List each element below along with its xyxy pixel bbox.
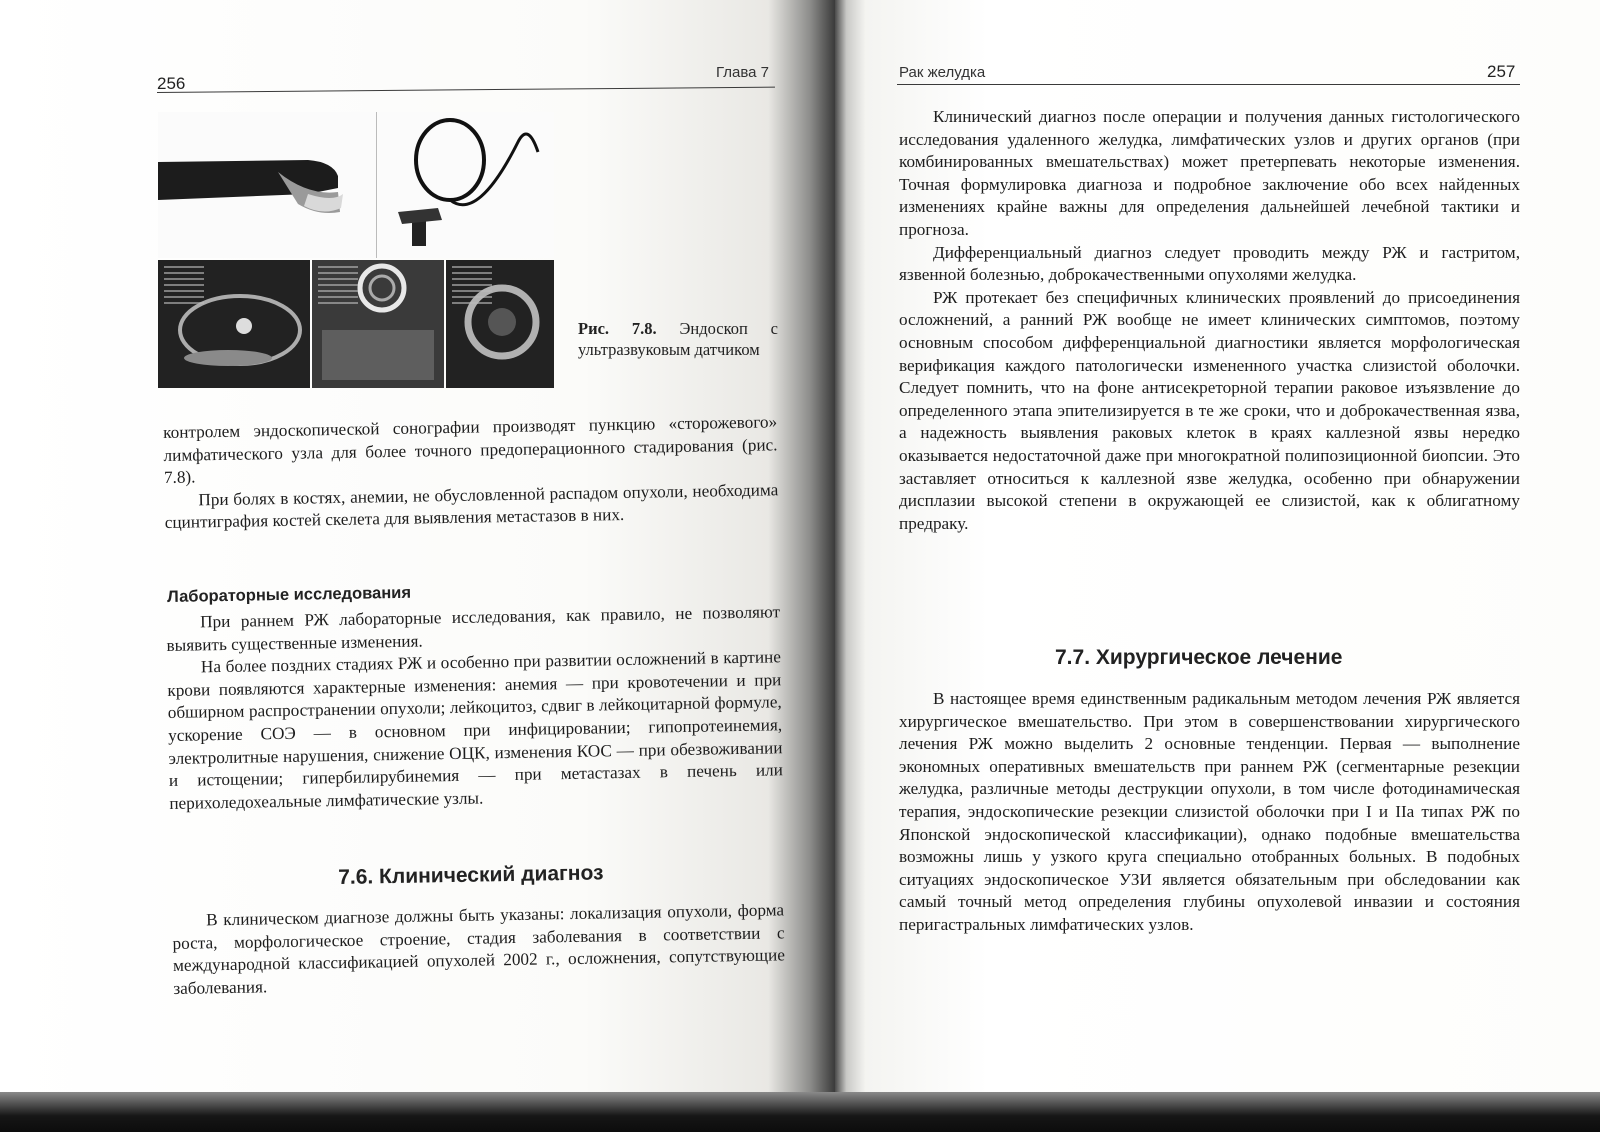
paragraph: На более поздних стадиях РЖ и особенно при развитии осложнений в картине крови появляются характерные изменения: анемия — при кровотечении и при обширном распространении опухоли; лейкоцитоз, сдвиг в лейкоцитарной формуле, ускорение СОЭ — в основном при инфицировании; гипопротеинемия, электролитные нарушения, снижение ОЦК, изменения КОС — при обезвоживании и истощении; гипербилирубинемия — при метастазах в печень или перихоледохеальные лимфатические узлы.: [167, 647, 784, 813]
paragraph: Дифференциальный диагноз следует проводить между РЖ и гастритом, язвенной болезнью, доброкачественными опухолями желудка.: [899, 242, 1520, 285]
figure-caption-text: Эндоскоп с ультразвуковым датчиком: [578, 319, 778, 359]
right-page-number: 257: [1487, 62, 1516, 81]
ultrasound-image-1: [158, 260, 310, 388]
paragraph: контролем эндоскопической сонографии производят пункцию «сторожевого» лимфатического узла для более точного предоперационного стадирования (рис. 7.8).: [163, 412, 778, 488]
left-text-section: [172, 899, 785, 1000]
figure-caption-label: Рис. 7.8.: [578, 319, 657, 338]
scan-bottom-edge: [0, 1092, 1600, 1132]
paragraph: В клиническом диагнозе должны быть указаны: локализация опухоли, форма роста, морфологическое строение, стадия заболевания в соответствии с международной классификацией опухолей 2002 г., осложнения, сопутствующие заболевания.: [172, 900, 786, 998]
left-text-top: [163, 411, 779, 535]
paragraph: В настоящее время единственным радикальным методом лечения РЖ является хирургическое вмешательство. При этом в совершенствовании хирургического лечения РЖ можно выделить 2 основные тенденции. Первая — выполнение экономных оперативных вмешательств при раннем РЖ (сегментарные резекции желудка, различные методы деструкции опухоли, в том числе фотодинамическая терапия, эндоскопические резекции слизистой оболочки при I и IIa типах РЖ по Японской эндоскопической классификации), однако подобные вмешательства возможны лишь у узкого круга специально отобранных больных. В подобных ситуациях эндоскопическое УЗИ является обязательным при обследовании как самый точный метод определения глубины опухолевой инвазии и состояния перигастральных лимфатических узлов.: [899, 689, 1520, 934]
left-running-head: Глава 7: [716, 64, 770, 81]
section-heading-7-7: 7.7. Хирургическое лечение: [1055, 646, 1343, 669]
ultrasound-image-2: [312, 260, 444, 388]
ultrasound-image-3: [446, 260, 554, 388]
paragraph: При болях в костях, анемии, не обусловленной распадом опухоли, необходима сцинтиграфия костей скелета для выявления метастазов в них.: [164, 480, 779, 533]
left-text-lab: [166, 601, 783, 815]
endoscope-tip-photo: [158, 112, 377, 258]
right-page: [835, 0, 1600, 1100]
paragraph: РЖ протекает без специфичных клинических проявлений до присоединения осложнений, а ранний РЖ вообще не имеет клинических симптомов, поэтому основным способом дифференциальной диагностики является морфологическая верификация каждого патологически измененного участка слизистой оболочки. Следует помнить, что на фоне антисекреторной терапии раковое изъязвление до определенного этапа эпителизируется в те же сроки, что и доброкачественная язва, а надежность выявления раковых клеток в краях каллезной язвы нередко оказывается недостаточной даже при многократной полипозиционной биопсии. Это заставляет относиться к каллезной язве желудка, особенно при обнаружении дисплазии высокой степени в окружающей ее слизистой, как к облигатному предраку.: [899, 287, 1520, 533]
figure-endoscope: [158, 112, 554, 390]
paragraph: При раннем РЖ лабораторные исследования, как правило, не позволяют выявить существенные изменения.: [166, 602, 781, 655]
left-header-rule: [157, 87, 775, 93]
section-heading-7-6: 7.6. Клинический диагноз: [338, 861, 604, 889]
left-page-number: 256: [157, 74, 186, 93]
endoscope-full-photo: [378, 112, 554, 258]
paragraph: Клинический диагноз после операции и получения данных гистологического исследования удаленного желудка, лимфатических узлов и других органов (при комбинированных вмешательствах) может претерпевать некоторые изменения. Точная формулировка диагноза и подробное заключение обо всех найденных изменениях крайне важны для определения дальнейшей лечебной тактики и прогноза.: [899, 107, 1520, 239]
right-header-rule: [897, 84, 1520, 85]
right-text-section: [899, 688, 1520, 937]
right-running-head: Рак желудка: [899, 64, 986, 81]
figure-caption: [578, 318, 778, 360]
lab-subheading: Лабораторные исследования: [167, 583, 412, 606]
right-text-top: [899, 106, 1520, 535]
